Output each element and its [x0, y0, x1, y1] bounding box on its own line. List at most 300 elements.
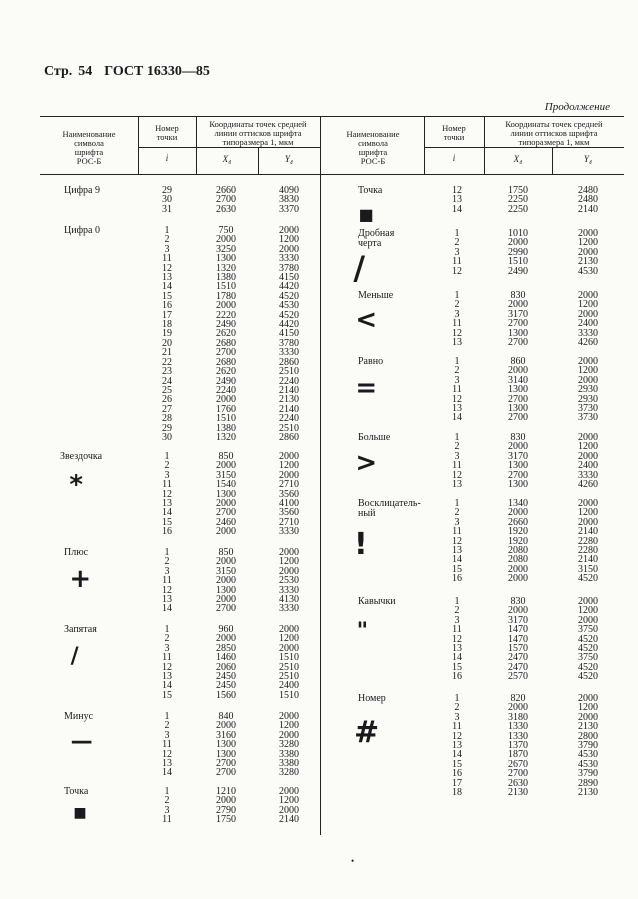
table-cell: 2630 [216, 203, 236, 215]
table-cell: 2400 [578, 318, 598, 330]
table-cell: 13 [162, 272, 172, 284]
table-cell: 2510 [279, 422, 299, 434]
table-cell: 2000 [279, 469, 299, 481]
table-cell: 1 [164, 225, 170, 236]
table-cell: 2000 [578, 246, 598, 258]
header-bottom-rule [40, 174, 624, 175]
table-cell: 2700 [216, 603, 236, 615]
table-cell: 2000 [279, 729, 299, 741]
table-cell: 2000 [578, 308, 598, 320]
table-cell: 2 [454, 237, 460, 249]
table-cell: 3750 [578, 624, 598, 636]
header-coords-right [484, 120, 624, 147]
table-cell: 2000 [578, 450, 598, 462]
table-cell: 2530 [279, 575, 299, 587]
table-cell: 2000 [508, 573, 528, 585]
table-cell: 3380 [279, 748, 299, 760]
table-cell: 14 [452, 412, 462, 424]
table-cell: 2890 [578, 777, 598, 789]
table-cell: 14 [452, 554, 462, 566]
table-cell: 4420 [279, 281, 299, 293]
table-cell: 2510 [279, 366, 299, 378]
table-cell: 11 [162, 814, 172, 826]
symbol-name-line: Равно [358, 356, 384, 367]
table-cell: 2 [164, 460, 170, 472]
point-number-col [140, 787, 194, 825]
table-cell: 13 [452, 194, 462, 206]
table-cell: 4520 [578, 643, 598, 655]
table-cell: 12 [452, 730, 462, 742]
page-header [44, 64, 210, 80]
standard-code: ГОСТ 16330—85 [104, 64, 210, 79]
symbol-name [64, 787, 88, 797]
table-cell: 2700 [216, 758, 236, 770]
table-cell: 860 [510, 356, 526, 367]
symbol-name-line: Кавычки [358, 596, 396, 607]
table-cell: 1510 [508, 256, 528, 268]
y-coord-col [262, 712, 316, 778]
table-cell: 2680 [216, 337, 236, 349]
table-cell: 2000 [578, 228, 598, 239]
table-cell: 2710 [279, 516, 299, 528]
table-cell: 2460 [216, 516, 236, 528]
table-cell: 13 [162, 498, 172, 510]
table-cell: 1 [454, 432, 460, 443]
table-cell: 2000 [508, 237, 528, 249]
table-cell: 3 [454, 614, 460, 626]
table-cell: 4520 [279, 309, 299, 321]
symbol-name [64, 226, 100, 236]
table-cell: 2450 [216, 680, 236, 692]
table-cell: 2000 [578, 614, 598, 626]
table-cell: 12 [162, 584, 172, 596]
table-cell: 2000 [578, 711, 598, 723]
symbol-glyph: > [355, 448, 378, 478]
symbol-glyph: " [356, 619, 369, 644]
table-cell: 1 [454, 290, 460, 301]
table-cell: 1200 [578, 702, 598, 714]
table-cell: 12 [452, 185, 462, 196]
table-cell: 1300 [508, 327, 528, 339]
table-cell: 3 [164, 804, 170, 816]
symbol-name-line: Цифра 9 [64, 185, 100, 196]
y-coord-col [556, 229, 620, 276]
table-cell: 2 [164, 795, 170, 807]
table-cell: 2700 [508, 337, 528, 349]
x-coord-col [488, 229, 548, 276]
table-cell: 2000 [216, 556, 236, 568]
table-cell: 2140 [279, 384, 299, 396]
table-cell: 1 [164, 547, 170, 558]
table-cell: 3170 [508, 450, 528, 462]
table-cell: 1300 [508, 479, 528, 491]
header-x-right: X₄ [513, 154, 523, 164]
table-cell: 13 [452, 403, 462, 415]
y-coord-col [556, 186, 620, 214]
symbol-name-line: Звездочка [60, 451, 103, 462]
symbol-glyph: ■ [73, 805, 87, 821]
header-text: Координаты точек средней [505, 119, 603, 129]
point-number-col [428, 433, 486, 489]
y-coord-col [262, 186, 316, 214]
table-cell: 1200 [279, 795, 299, 807]
table-cell: 11 [452, 384, 462, 396]
coords-sub-rule-right [484, 147, 624, 148]
table-cell: 2080 [508, 545, 528, 557]
table-cell: 13 [162, 671, 172, 683]
symbol-glyph: + [69, 564, 92, 594]
table-cell: 1300 [216, 488, 236, 500]
table-cell: 2000 [279, 547, 299, 558]
table-cell: 3 [454, 711, 460, 723]
symbol-name-line: Точка [358, 185, 383, 196]
table-cell: 11 [162, 575, 172, 587]
table-cell: 11 [162, 253, 172, 265]
table-cell: 1 [164, 711, 170, 722]
table-cell: 2000 [578, 596, 598, 607]
symbol-name [64, 186, 100, 196]
table-cell: 1300 [216, 584, 236, 596]
table-cell: 23 [162, 366, 172, 378]
table-cell: 12 [452, 327, 462, 339]
table-cell: 830 [510, 596, 526, 607]
header-text: Наименование [62, 129, 116, 139]
table-cell: 2700 [508, 469, 528, 481]
table-cell: 2 [454, 299, 460, 311]
table-cell: 750 [218, 225, 234, 236]
table-cell: 12 [452, 633, 462, 645]
table-cell: 1510 [216, 281, 236, 293]
table-cell: 11 [452, 256, 462, 268]
table-cell: 2800 [578, 730, 598, 742]
table-cell: 14 [452, 203, 462, 215]
header-text: РОС-Б [76, 156, 102, 166]
table-cell: 2140 [578, 526, 598, 538]
table-cell: 2000 [578, 432, 598, 443]
table-cell: 2000 [216, 300, 236, 312]
x-coord-col [488, 433, 548, 489]
table-cell: 28 [162, 413, 172, 425]
header-y-left: Y₄ [284, 154, 294, 164]
table-cell: 2700 [508, 768, 528, 780]
table-cell: 2400 [578, 460, 598, 472]
table-cell: 15 [162, 516, 172, 528]
header-text: точки [443, 132, 465, 142]
table-cell: 4090 [279, 185, 299, 196]
x-coord-col [488, 186, 548, 214]
table-cell: 3180 [508, 711, 528, 723]
table-cell: 2660 [508, 516, 528, 528]
table-cell: 1300 [216, 253, 236, 265]
table-cell: 16 [452, 768, 462, 780]
table-cell: 4520 [578, 573, 598, 585]
table-cell: 1300 [508, 460, 528, 472]
table-cell: 3380 [279, 758, 299, 770]
table-cell: 4260 [578, 479, 598, 491]
table-cell: 11 [452, 460, 462, 472]
table-cell: 15 [452, 563, 462, 575]
table-cell: 3330 [279, 526, 299, 538]
table-cell: 3780 [279, 337, 299, 349]
header-text: типоразмера 1, мкм [222, 137, 294, 147]
table-cell: 30 [162, 194, 172, 206]
header-coords-left [196, 120, 320, 147]
center-rule [320, 116, 321, 835]
table-cell: 14 [162, 767, 172, 779]
table-cell: 15 [162, 689, 172, 701]
table-cell: 830 [510, 432, 526, 443]
x-coord-col [198, 548, 254, 614]
table-cell: 2930 [578, 393, 598, 405]
table-cell: 1200 [578, 507, 598, 519]
table-cell: 1510 [216, 413, 236, 425]
table-cell: 1470 [508, 633, 528, 645]
table-cell: 2000 [508, 507, 528, 519]
table-cell: 2630 [508, 777, 528, 789]
table-cell: 850 [218, 547, 234, 558]
table-cell: 3170 [508, 308, 528, 320]
x-coord-col [488, 357, 548, 423]
footer-mark: • [351, 856, 355, 866]
table-cell: 11 [162, 652, 172, 664]
table-cell: 2130 [578, 787, 598, 799]
table-cell: 1200 [578, 605, 598, 617]
table-cell: 1510 [279, 689, 299, 701]
table-cell: 12 [162, 748, 172, 760]
table-cell: 14 [162, 603, 172, 615]
symbol-name [60, 452, 102, 462]
header-text: символа [74, 138, 104, 148]
table-cell: 2000 [279, 624, 299, 635]
table-cell: 2000 [508, 365, 528, 377]
table-cell: 1300 [216, 739, 236, 751]
table-cell: 2000 [578, 290, 598, 301]
table-cell: 14 [162, 281, 172, 293]
table-cell: 2000 [216, 460, 236, 472]
y-coord-col [262, 226, 316, 442]
table-cell: 2000 [216, 394, 236, 406]
table-cell: 3 [454, 516, 460, 528]
symbol-glyph: / [353, 249, 366, 287]
table-cell: 3150 [578, 563, 598, 575]
header-i-left: i [165, 153, 169, 163]
table-cell: 17 [162, 309, 172, 321]
table-cell: 11 [162, 739, 172, 751]
table-cell: 1 [454, 356, 460, 367]
symbol-glyph: ■ [358, 205, 374, 224]
table-cell: 2700 [216, 767, 236, 779]
table-cell: 13 [162, 758, 172, 770]
table-cell: 1920 [508, 535, 528, 547]
table-cell: 3 [164, 729, 170, 741]
point-number-col [140, 625, 194, 700]
table-cell: 2000 [216, 633, 236, 645]
continuation-label: Продолжение [544, 101, 610, 113]
table-cell: 2660 [216, 185, 236, 196]
table-cell: 1750 [216, 814, 236, 826]
table-cell: 2000 [508, 441, 528, 453]
table-cell: 12 [162, 661, 172, 673]
table-cell: 12 [452, 469, 462, 481]
table-cell: 3 [454, 374, 460, 386]
table-cell: 1470 [508, 624, 528, 636]
point-number-col [428, 597, 486, 682]
y-coord-col [556, 357, 620, 423]
header-text: типоразмера 1, мкм [518, 137, 590, 147]
header-text: линии оттисков шрифта [510, 128, 598, 138]
symbol-glyph: * [69, 470, 83, 500]
table-cell: 3780 [279, 262, 299, 274]
table-cell: 3790 [578, 768, 598, 780]
symbol-name [358, 499, 421, 519]
table-cell: 1 [164, 624, 170, 635]
table-cell: 14 [452, 652, 462, 664]
header-text: Координаты точек средней [209, 119, 307, 129]
table-cell: 2000 [279, 711, 299, 722]
symbol-name-line: Плюс [64, 547, 89, 558]
symbol-name [358, 229, 394, 249]
symbol-name-line: Восклицатель- [358, 498, 421, 509]
page-number: 54 [78, 64, 93, 79]
x-coord-col [198, 787, 254, 825]
table-cell: 840 [218, 711, 234, 722]
table-cell: 3 [164, 469, 170, 481]
table-cell: 850 [218, 451, 234, 462]
table-cell: 29 [162, 185, 172, 196]
table-cell: 4520 [279, 290, 299, 302]
table-cell: 2860 [279, 356, 299, 368]
table-cell: 12 [452, 535, 462, 547]
table-cell: 2400 [279, 680, 299, 692]
table-cell: 17 [452, 777, 462, 789]
table-cell: 2930 [578, 384, 598, 396]
table-cell: 2 [164, 720, 170, 732]
table-cell: 2000 [216, 234, 236, 246]
y-coord-col [262, 452, 316, 537]
symbol-name-line: Запятая [64, 624, 97, 635]
table-cell: 1300 [508, 384, 528, 396]
table-cell: 30 [162, 431, 172, 443]
x-coord-col [198, 226, 254, 442]
table-cell: 3330 [279, 584, 299, 596]
table-cell: 16 [452, 671, 462, 683]
table-cell: 1300 [216, 748, 236, 760]
table-cell: 1510 [279, 652, 299, 664]
table-cell: 31 [162, 203, 172, 215]
table-cell: 22 [162, 356, 172, 368]
table-cell: 1300 [508, 403, 528, 415]
table-cell: 15 [452, 758, 462, 770]
table-cell: 4520 [578, 671, 598, 683]
symbol-glyph: < [355, 305, 378, 335]
table-cell: 3330 [279, 603, 299, 615]
table-cell: 1870 [508, 749, 528, 761]
table-cell: 2240 [279, 375, 299, 387]
header-name-right [322, 130, 424, 166]
table-cell: 2250 [508, 203, 528, 215]
table-cell: 3730 [578, 403, 598, 415]
table-cell: 2700 [216, 194, 236, 206]
point-number-col [428, 694, 486, 797]
table-cell: 2480 [578, 194, 598, 206]
table-cell: 14 [162, 507, 172, 519]
table-cell: 2490 [508, 265, 528, 277]
table-cell: 11 [452, 526, 462, 538]
table-cell: 1780 [216, 290, 236, 302]
table-cell: 1760 [216, 403, 236, 415]
page-label: Стр. [44, 64, 73, 79]
symbol-name [64, 625, 97, 635]
table-cell: 3560 [279, 488, 299, 500]
table-cell: 4150 [279, 272, 299, 284]
symbol-name [64, 712, 93, 722]
table-cell: 2470 [508, 652, 528, 664]
table-cell: 25 [162, 384, 172, 396]
table-cell: 2860 [279, 431, 299, 443]
table-cell: 2480 [578, 185, 598, 196]
table-cell: 12 [452, 265, 462, 277]
table-cell: 2990 [508, 246, 528, 258]
table-cell: 2000 [216, 795, 236, 807]
table-cell: 3330 [279, 347, 299, 359]
table-cell: 2000 [279, 642, 299, 654]
table-cell: 13 [452, 479, 462, 491]
table-cell: 2 [454, 365, 460, 377]
table-cell: 3250 [216, 243, 236, 255]
header-point-left [138, 124, 196, 142]
table-cell: 3330 [578, 327, 598, 339]
table-cell: 3 [164, 642, 170, 654]
table-cell: 1 [454, 498, 460, 509]
table-cell: 11 [452, 721, 462, 733]
table-cell: 27 [162, 403, 172, 415]
table-cell: 14 [452, 749, 462, 761]
table-cell: 1200 [279, 460, 299, 472]
point-number-col [428, 357, 486, 423]
y-coord-col [556, 597, 620, 682]
y-coord-col [262, 548, 316, 614]
x-coord-col [198, 452, 254, 537]
table-cell: 18 [162, 319, 172, 331]
table-cell: 19 [162, 328, 172, 340]
table-cell: 2060 [216, 661, 236, 673]
table-cell: 4150 [279, 328, 299, 340]
table-cell: 1330 [508, 730, 528, 742]
table-cell: 2000 [216, 526, 236, 538]
symbol-glyph: # [354, 715, 380, 750]
point-number-col [140, 186, 194, 214]
table-cell: 2000 [216, 720, 236, 732]
symbol-glyph: = [355, 373, 378, 403]
table-cell: 16 [162, 526, 172, 538]
point-number-col [428, 186, 486, 214]
y-coord-col [556, 499, 620, 584]
table-cell: 2080 [508, 554, 528, 566]
point-sub-rule-right [424, 147, 484, 148]
table-cell: 2620 [216, 366, 236, 378]
table-cell: 2700 [216, 347, 236, 359]
header-text: Номер [155, 123, 179, 133]
table-cell: 11 [452, 318, 462, 330]
table-cell: 1200 [279, 556, 299, 568]
table-cell: 1320 [216, 262, 236, 274]
table-cell: 2000 [578, 374, 598, 386]
symbol-name [358, 357, 383, 367]
table-cell: 1560 [216, 689, 236, 701]
table-cell: 3 [454, 450, 460, 462]
symbol-name-line: Меньше [358, 290, 394, 301]
table-cell: 2000 [578, 356, 598, 367]
